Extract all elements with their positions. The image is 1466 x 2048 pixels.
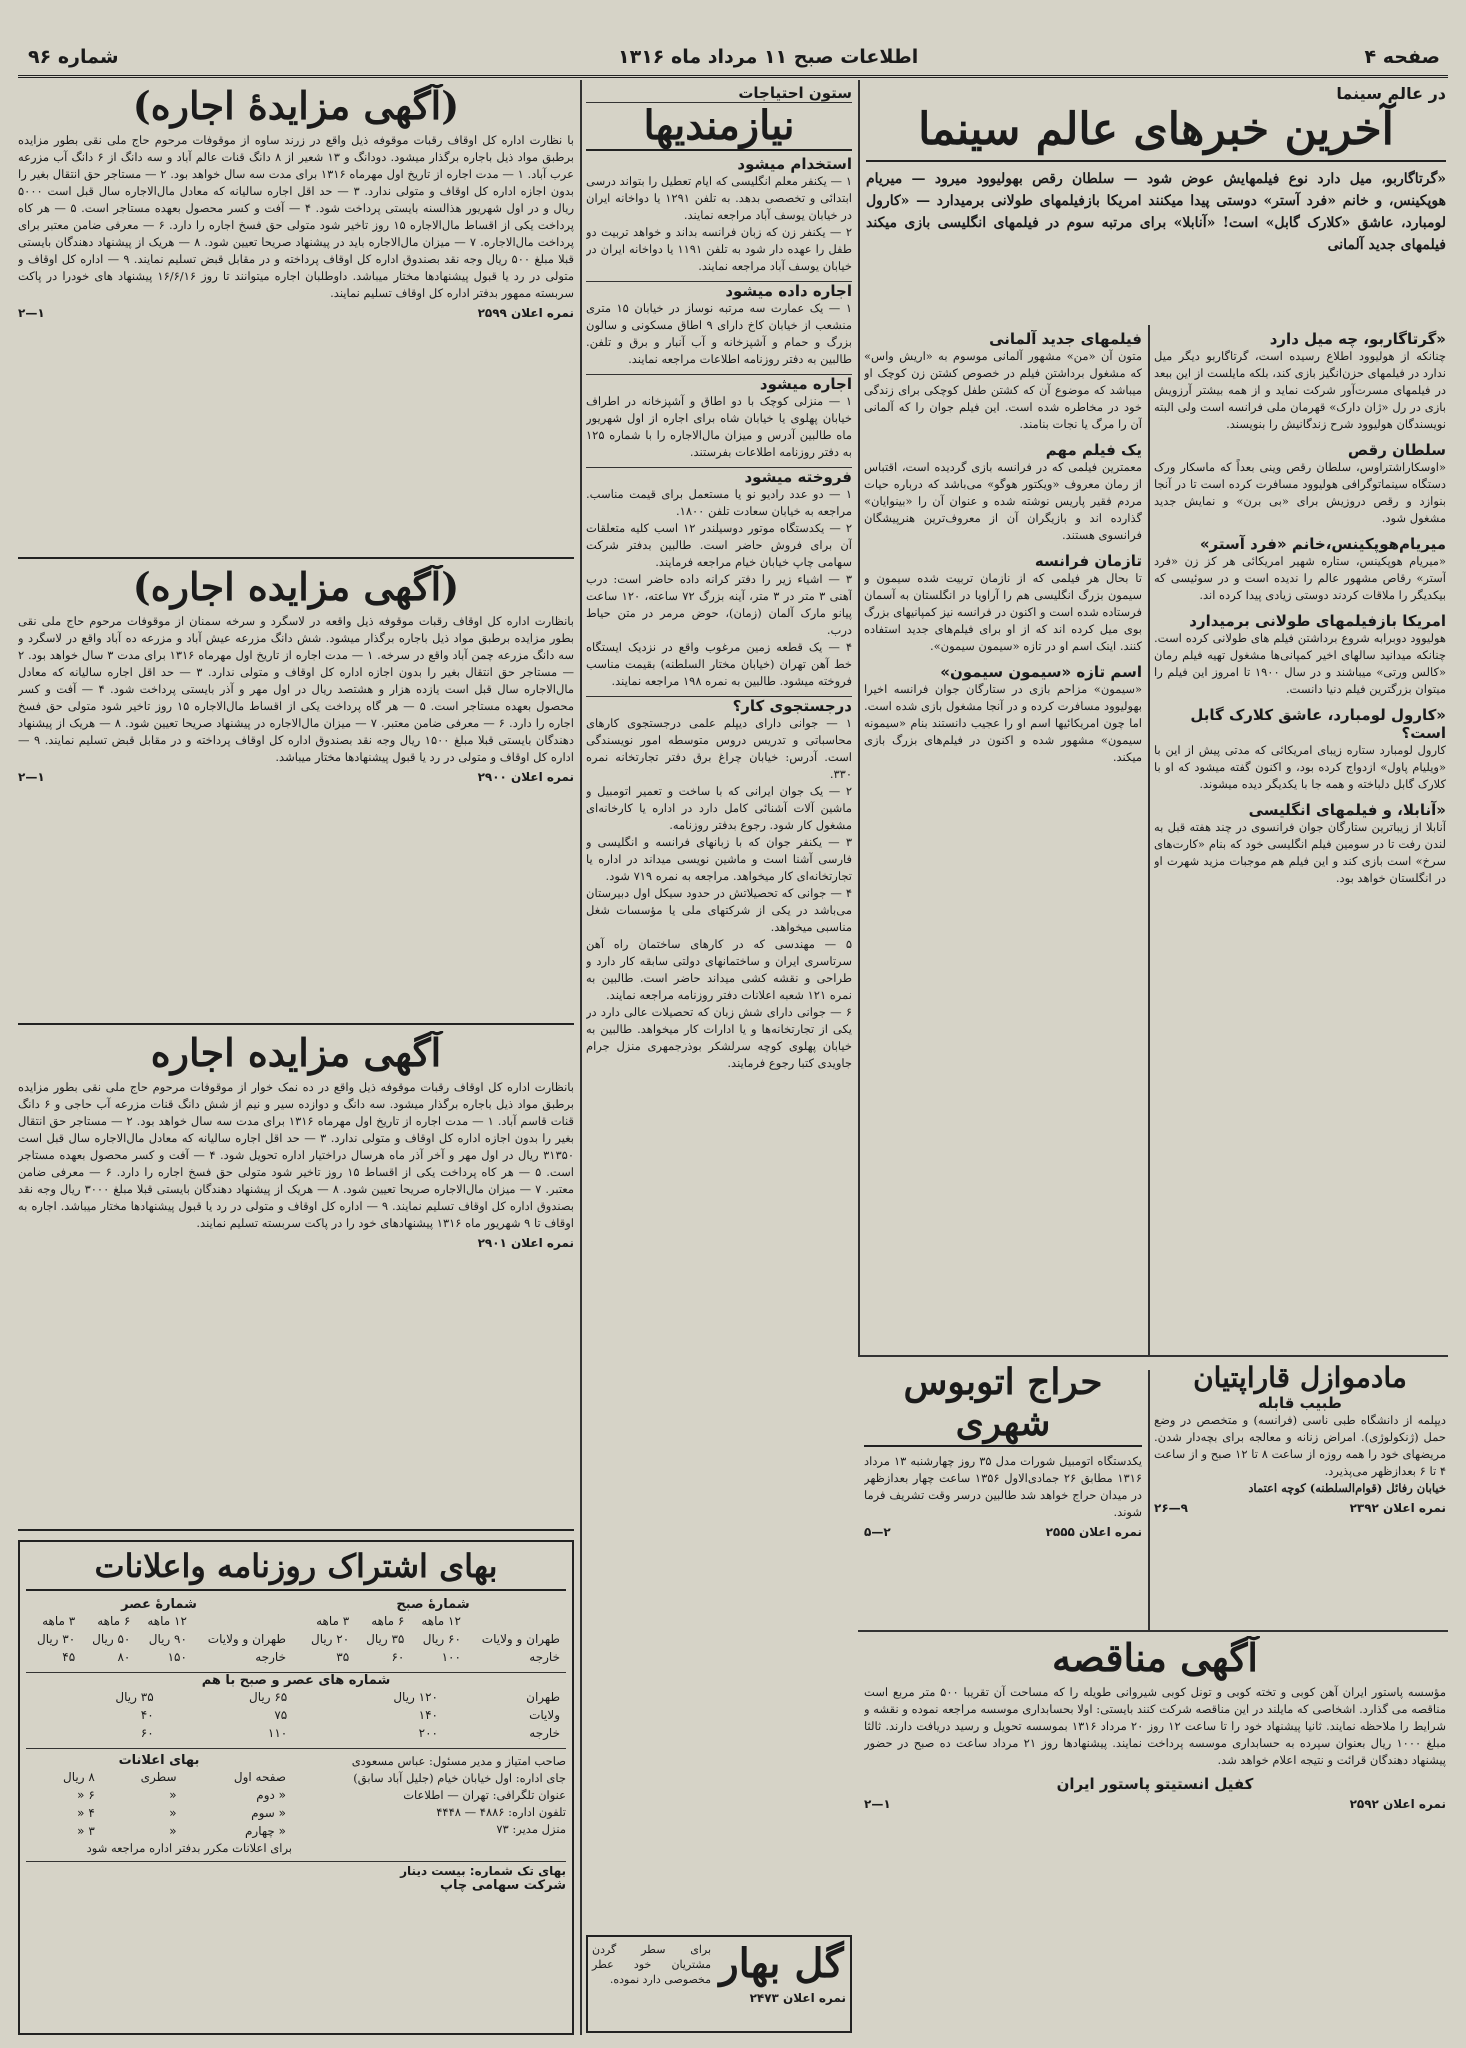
needs-item: ۴ — یک قطعه زمین مرغوب واقع در نزدیک ایستگاه خط آهن تهران (خیابان مختار السلطنه) بقیمت مناسب فروخته میشود. طالبین به نمره ۱۹۸ مراجعه نمایند. [586, 640, 852, 688]
needs-item: ۵ — مهندسی که در کارهای ساختمان راه آهن سرتاسری ایران و ساختمانهای دولتی سابقه کار دارد و طراحی و نقشه کشی میداند حاضر است. طالبین به نمره ۱۲۱ شعبه اعلانات دفتر روزنامه مراجعه نمایند. [586, 937, 852, 1002]
page-number: صفحه ۴ [1364, 46, 1440, 68]
needs-title: نیازمندیها [586, 103, 852, 151]
gol-bahar-title: گل بهار [719, 1940, 844, 1987]
section-body: تا بحال هر فیلمی که از نازمان تربیت شده سیمون و سیمون بزرگ انگلیسی هم را آراویا در انگلستان به آسمان فرستاده شده است و اکنون در فرانسه نیز کمپانیهای بزرگ بوی میل کرده اند که از او برای فیلم‌های جدید استفاده کنند. اینک اسم او در تازه «سیمون سیمون». [864, 571, 1142, 653]
cinema-lede: «گرتاگاربو، میل دارد نوع فیلمهایش عوض شود — سلطان رقص بهولیوود میرود — میریام هوپکینس، و خانم «فرد آستر» دوستی پیدا میکنند امریکا بازفیلمهای طولانی برمیدارد — «کارول لومبارد، عاشق «کلارک گابل» است! «آنابلا» برای مرتبه سوم در فیلمهای انگلیسی بازی میکند فیلمهای جدید آلمانی [866, 170, 1446, 253]
auction-body: بانظارت اداره کل اوقاف رقبات موقوفه ذیل واقع در ده نمک خوار از موقوفات مرحوم حاج ملی نقی بطور مزایده برطبق مواد ذیل باجاره برگذار میشود. سه دانگ و دوازده سیر و نیم از شش دانگ قنات مزرعه آب حاجی و ۶ دانگ قنات قاسم آباد. ۱ — مدت اجاره از تاریخ اول مهرماه ۱۳۱۶ برای مدت سه سال خواهد بود. ۲ — مستاجر حق انتقال بغیر را بدون اجازه اداره کل اوقاف و متولی ندارد. ۳ — حد اقل اجاره سالیانه که معادل مال‌الاجاره سال قبل است ۳۱۳۵۰ ریال در اول مهر و آخر آذر ماه هرسال دراختیار اداره تحویل شود. ۴ — آفت و کسر محصول بعهده مستاجر است. ۵ — هر کاه پرداخت یکی از اقساط ۱۵ روز تاخیر شود متولی حق فسخ اجاره را دارد. ۶ — معرفی ضامن معتبر. ۷ — میزان مال‌الاجاره صریحا تعیین شود. ۸ — هریک از پیشنهاد دهندگان بایستی قبلا مبلغ ۳۰۰۰ ریال وجه نقد بصندوق اداره کل اوقاف تسلیم نمایند. ۹ — اداره کل اوقاف و متولی در رد یا قبول پیشنهادها مختار میباشد. اجاره به اوقاف تا ۹ شهریور ماه ۱۳۱۶ پیشنهادهای خود را در پاکت سربسته تسلیم نمایند. [18, 1079, 574, 1230]
subscription-title: بهای اشتراک روزنامه واعلانات [26, 1548, 566, 1591]
needs-section-head: فروخته میشود [586, 467, 852, 486]
needs-item: ۲ — یکدستگاه موتور دوسیلندر ۱۲ اسب کلیه متعلقات آن برای فروش حاضر است. طالبین بدفتر شرکت سهامی چاپ خیابان خیام مراجعه فرمایند. [586, 521, 852, 569]
cinema-title: آخرین خبرهای عالم سینما [866, 105, 1446, 162]
gol-bahar-ad [586, 1935, 852, 2033]
doctor-subtitle: طبیب قابله [1258, 1394, 1342, 1413]
page-header [18, 40, 1448, 78]
needs-item: ۱ — دو عدد رادیو نو یا مستعمل برای قیمت مناسب. مراجعه به خیابان سعادت تلفن ۱۸۰۰. [586, 487, 852, 518]
cinema-header [866, 84, 1446, 324]
section-body: «اوسکاراشتراوس، سلطان رقص وینی بعداً که ماسکار ورک دستگاه سینماتوگرافی هولیوود مسافرت کرده است تا در آنجا بنوازد و رقص دروزیش برای «بی برن» و نمایش جدید مشغول شود. [1154, 460, 1446, 525]
auction-body: بانظارت اداره کل اوقاف رقبات موقوفه ذیل واقعه در لاسگرد و سرخه سمنان از موقوفات مرحوم حاج ملی نقی بطور مزایده برطبق مواد ذیل باجاره برگذار میشود. شش دانگ مزرعه عیش آباد و مزرعه ده آباد واقع در لاسگرد و سه دانگ مزرعه چمن آباد واقع در سرخه. ۱ — مدت اجاره از تاریخ اول مهرماه ۱۳۱۶ برای مدت ۳ سال خواهد بود. ۲ — مستاجر حق انتقال بغیر را بدون اجازه اداره کل اوقاف و متولی ندارد. ۳ — حد اقل اجاره سالیانه که معادل مال‌الاجاره سال قبل است یازده هزار و هشتصد ریال در اول مهر و آذر بایستی پرداخت شود. ۴ — آفت و کسر محصول بعهده مستاجر است. ۵ — هر گاه پرداخت یکی از اقساط مال‌الاجاره ۱۵ روز تاخیر شود متولی حق فسخ اجاره را دارد. ۶ — معرفی ضامن معتبر. ۷ — میزان مال‌الاجاره در پیشنهاد صریحا تعیین شود. ۸ — هریک از پیشنهاد دهندگان بایستی قبلا مبلغ ۱۵۰۰ ریال وجه نقد بصندوق اداره کل اوقاف پرداخته و در مقابل قبض تسلیم نمایند. ۹ — اداره کل اوقاف و متولی در رد یا قبول پیشنهادها مختار میباشد. [18, 613, 574, 764]
needs-column-label: ستون احتیاجات [586, 84, 852, 103]
auction-ad-1 [18, 84, 574, 559]
section-body: آنابلا از زیباترین ستارگان جوان فرانسوی در چند هفته قبل به لندن رفت تا در سومین فیلم انگلیسی خود که بنام «کارت‌های سرخ» است بازی کند و این فیلم هم موجبات مزید شهرت او در انگلستان خواهد بود. [1154, 820, 1446, 885]
evening-label: شمارهٔ عصر [121, 1596, 197, 1612]
section-body: متون آن «من» مشهور آلمانی موسوم به «اریش واس» که مشغول برداشتن فیلم در خصوص کشتن زن کوچک او میباشد که موضوع آن که کشتن طفل کوچکی برای زندگی خود در مخاطره شده است. این فیلم جوان را که آلمانی آن را مرگ یا نجات بنامند. [864, 349, 1142, 431]
section-head: «گرتاگاربو، چه میل دارد [1269, 330, 1446, 348]
both-label: شماره های عصر و صبح با هم [26, 1672, 566, 1688]
doctor-ad: مادموازل قاراپتیان طبیب قابله دیپلمه از دانشگاه طبی ناسی (فرانسه) و متخصص در وضع حمل (ژنکولوژی). امراض زنانه و معالجه برای بچه‌دار شدن. مریضهای خود را همه روزه از ساعت ۸ تا ۱۲ صبح و از ساعت ۴ تا ۶ بعدازظهر می‌پذیرد. خیابان رفائل (قوام‌السلطنه) کوچه اعتماد نمره اعلان ۲۳۹۲ ۹—۲۶ [1154, 1362, 1446, 1516]
publisher-info: صاحب امتیاز و مدیر مسئول: عباس مسعودی جای اداره: اول خیابان خیام (جلیل آباد سابق) عنوان تلگرافی: تهران — اطلاعات تلفون اداره: ۴۸۸۶ — ۴۴۴۸ منزل مدیر: ۷۳ [351, 1753, 566, 1836]
needs-item: ۳ — یکنفر جوان که با زبانهای فرانسه و انگلیسی و فارسی آشنا است و ماشین نویسی میداند در اداره یا تجارتخانه‌ای کار میخواهد. مراجعه به نمره ۷۱۹ شود. [586, 835, 852, 883]
tender-body: مؤسسه پاستور ایران آهن کوبی و تخته کوبی و تونل کوبی شیروانی طویله را که مساحت آن تقریبا ۵۰۰ متر مربع است مناقصه می گذارد. اشخاصی که مایلند در این مناقصه شرکت کنند بایستی: اولا بحسابداری موسسه مراجعه نموده و نقشه و شرایط را ملاحظه نمایند. ثانیا پیشنهاد خود را تا ساعت ۱۲ روز ۲۰ مرداد ۱۳۱۶ بموسسه تحویل و رسید دریافت دارند. ثالثا مبلغ ۱۰۰۰ ریال بعنوان سپرده به حسابداری موسسه پرداخت نمایند. پیشنهادها روز ۲۱ مرداد ساعت ده صبح در حضور پیشنهاد دهندگان قرائت و نتیجه اعلام خواهد شد. [864, 1684, 1446, 1767]
needs-item: ۱ — منزلی کوچک با دو اطاق و آشپزخانه در اطراف خیابان پهلوی یا خیابان شاه برای اجاره از اول شهریور ماه طالبین آدرس و میزان مال‌الاجاره را با شماره ۱۲۵ به دفتر روزنامه اطلاعات بفرستند. [586, 394, 852, 459]
cinema-kicker: در عالم سینما [1336, 84, 1446, 103]
needs-item: ۲ — یک جوان ایرانی که با ساخت و تعمیر اتومبیل و ماشین آلات آشنائی کامل دارد در اداره یا کارخانه‌ای مشغول کار شود. رجوع بدفتر روزنامه. [586, 784, 852, 832]
section-head: یک فیلم مهم [1045, 441, 1142, 459]
section-head: «آنابلا، و فیلمهای انگلیسی [1248, 801, 1446, 819]
section-body: چنانکه از هولیوود اطلاع رسیده است، گرتاگاربو دیگر میل ندارد در فیلمهای حزن‌انگیز بازی کند، بلکه مایلست از این ببعد در فیلمهای مسرت‌آور شرکت نماید و از همه بیشتر آرزویش بازی در رل «ژان دارک» قهرمان ملی فرانسه است ولی البته نویسندگان هولیوود شرح زندگانیش را بنویسند. [1154, 349, 1446, 431]
morning-rates: شمارهٔ صبح ۱۲ ماهه ۶ ماهه ۳ ماهه طهران و ولایات ۶۰ ریال ۳۵ ریال ۲۰ ریال خارجه ۱۰۰ ۶۰ ۳۵ [300, 1597, 566, 1666]
auction-body: با نظارت اداره کل اوقاف رقبات موقوفه ذیل واقع در زرند ساوه از موقوفات مرحوم حاج ملی نقی بطور مزایده برطبق مواد ذیل باجاره برگذار میشود. دودانگ و ۱۳ شعیر از ۸ دانگ قنات عالم آباد و سه دانگ از ۶ دانگ آب مزرعه عرب آباد. ۱ — مدت اجاره از تاریخ اول مهرماه ۱۳۱۶ برای مدت سه سال خواهد بود. ۲ — مستاجر حق انتقال بغیر را بدون اجازه اداره کل اوقاف و متولی ندارد. ۳ — حد اقل اجاره سالیانه که معادل مال‌الاجاره سال قبل است ۵۰۰۰ ریال و در اول شهریور هذالسنه بایستی پرداخت شود. ۴ — آفت و کسر محصول بعهده مستاجر است. ۵ — هر کاه پرداخت یکی از اقساط مال‌الاجاره ۱۵ روز تاخیر شود متولی حق فسخ اجاره را دارد. ۶ — معرفی ضامن معتبر برای پرداخت مال‌الاجاره. ۷ — میزان مال‌الاجاره باید در پیشنهاد صریحا تعیین شود. ۸ — هریک از پیشنهاد دهندگان بایستی قبلا مبلغ ۵۰۰ ریال وجه نقد بصندوق اداره کل اوقاف پرداخته و در مقابل قبض تسلیم نمایند. ۹ — اداره کل اوقاف و متولی در رد یا قبول پیشنهادها مختار میباشد. داوطلبان اجاره میتوانند تا روز ۱۶/۶/۱۶ پیشنهاد های خودرا در پاکت سربسته ممهور بدفتر اداره کل اوقاف تسلیم نمایند. [18, 132, 574, 300]
gol-bahar-number: نمره اعلان ۲۴۷۳ [749, 1991, 846, 2005]
section-head: میریام‌هوپکینس،خانم «فرد آستر» [1199, 535, 1446, 553]
needs-column [586, 84, 852, 1929]
doctor-body: دیپلمه از دانشگاه طبی ناسی (فرانسه) و متخصص در وضع حمل (ژنکولوژی). امراض زنانه و معالجه برای بچه‌دار شدن. مریضهای خود را همه روزه از ساعت ۸ تا ۱۲ صبح و از ساعت ۴ تا ۶ بعدازظهر می‌پذیرد. [1154, 1413, 1446, 1479]
section-head: سلطان رقص [1347, 441, 1446, 459]
morning-label: شمارهٔ صبح [396, 1596, 470, 1612]
needs-item: ۱ — یک عمارت سه مرتبه نوساز در خیابان ۱۵ متری منشعب از خیابان کاخ دارای ۹ اطاق مسکونی و سالون بزرگ و حمام و آشپزخانه و آب آنبار و برق و تلفن. طالبین به دفتر روزنامه اطلاعات مراجعه نمایند. [586, 301, 852, 366]
section-body: معمترین فیلمی که در فرانسه بازی گردیده است، اقتباس از رمان معروف «ویکتور هوگو» می‌باشد که درباره حیات مردم فقیر پاریس نوشته شده و عنوان آن را «بینوایان» گذارده اند و بازیگران آن از معروف‌ترین هنرپیشگان فرانسوی هستند. [864, 460, 1142, 542]
bus-auction-ad: حراج اتوبوس شهری یکدستگاه اتومبیل شورات مدل ۳۵ روز چهارشنبه ۱۳ مرداد ۱۳۱۶ مطابق ۲۶ جمادی‌الاول ۱۳۵۶ ساعت چهار بعدازظهر در میدان حراج خواهد شد طالبین درسر وقت تشریف فرما شوند. نمره اعلان ۲۵۵۵ ۲—۵ [864, 1362, 1142, 1539]
both-rates: طهران ۱۲۰ ریال ۶۵ ریال ۳۵ ریال ولایات ۱۴۰ ۷۵ ۴۰ خارجه ۲۰۰ ۱۱۰ ۶۰ [115, 1689, 560, 1740]
needs-item: ۲ — یکنفر زن که زبان فرانسه بداند و خواهد تربیت دو طفل را عهده دار شود به تلفن ۱۱۹۱ یا دواخانه ایران در خیابان یوسف آباد مراجعه نمایند. [586, 225, 852, 273]
auction-ad-3 [18, 1031, 574, 1531]
tender-signature: کفیل انستیتو پاستور ایران [1056, 1774, 1254, 1793]
doctor-address: خیابان رفائل (قوام‌السلطنه) کوچه اعتماد [1248, 1481, 1446, 1496]
needs-item: ۴ — جوانی که تحصیلاتش در حدود سیکل اول دبیرستان می‌باشد در یکی از شرکتهای ملی یا مؤسسات شغل مناسبی میخواهد. [586, 886, 852, 934]
gol-bahar-body: برای سطر گردن مشتریان خود عطر مخصوصی دارد نموده. [592, 1942, 712, 1986]
auction-number: نمره اعلان ۲۹۰۱ [477, 1235, 574, 1250]
section-head: فیلمهای جدید آلمانی [989, 330, 1142, 348]
bus-auction-body: یکدستگاه اتومبیل شورات مدل ۳۵ روز چهارشنبه ۱۳ مرداد ۱۳۱۶ مطابق ۲۶ جمادی‌الاول ۱۳۵۶ ساعت چهار بعدازظهر در میدان حراج خواهد شد طالبین درسر وقت تشریف فرما شوند. [864, 1453, 1142, 1519]
tender-ad: آگهی مناقصه مؤسسه پاستور ایران آهن کوبی و تخته کوبی و تونل کوبی شیروانی طویله را که مساحت آن تقریبا ۵۰۰ متر مربع است مناقصه می گذارد. اشخاصی که مایلند در این مناقصه شرکت کنند بایستی: اولا بحسابداری موسسه مراجعه نموده و نقشه و شرایط را ملاحظه نمایند. ثانیا پیشنهاد خود را تا ساعت ۱۲ روز ۲۰ مرداد ۱۳۱۶ بموسسه تحویل و رسید دریافت دارند. ثالثا مبلغ ۱۰۰۰ ریال بعنوان سپرده به حسابداری موسسه پرداخت نمایند. پیشنهادها روز ۲۱ مرداد ساعت ده صبح در حضور پیشنهاد دهندگان قرائت و نتیجه اعلام خواهد شد. کفیل انستیتو پاستور ایران نمره اعلان ۲۵۹۲ ۱—۲ [864, 1636, 1446, 1811]
auction-number: نمره اعلان ۲۵۹۹ [477, 305, 574, 320]
section-head: امریکا بازفیلمهای طولانی برمیدارد [1189, 612, 1446, 630]
section-body: کارول لومبارد ستاره زیبای امریکائی که مدتی پیش از این با «ویلیام پاول» ازدواج کرده بود، و اکنون گفته میشود که او با کلارک گابل دلباخته و همه جا با یکدیگر دیده میشوند. [1154, 743, 1446, 791]
auction-seq: ۱—۲ [18, 769, 45, 784]
cinema-col-right [1154, 330, 1446, 1350]
section-body: هولیوود دوبرابه شروع برداشتن فیلم های طولانی کرده است. چنانکه میدانید سالهای اخیر کمپانی‌ها مشغول تهیه فیلم رمان «کالس ورتی» میباشند و در سال ۱۹۰۰ تا امروز این فیلم را میتوان بزرگترین فیلم دنیا دانست. [1154, 631, 1446, 696]
auction-number: نمره اعلان ۲۹۰۰ [477, 769, 574, 784]
needs-item: ۳ — اشیاء زیر را دفتر کرانه داده حاضر است: درب آهنی ۳ متر در ۳ متر، آینه بزرگ ۷۲ ساعته، ۱۲۰ ساعت پیانو مارک آلمان (زمان)، حوض مرمر در متن حیاط درب. [586, 572, 852, 637]
needs-section-head: درجستجوی کار؟ [586, 696, 852, 715]
doctor-title: مادموازل قاراپتیان [1193, 1362, 1407, 1394]
auction-seq: ۱—۲ [18, 305, 45, 320]
section-head: اسم تازه «سیمون سیمون» [940, 663, 1142, 681]
section-body: «سیمون» مزاحم بازی در ستارگان جوان فرانسه اخیرا بهولیوود مسافرت کرده و در آنجا مشغول بازی شده است. اما چون امریکائیها اسم او را عجیب دانستند بنام «سیمونه سیمون» مشهور شده و اکنون در فیلم‌های بزرگ بازی میکند. [864, 682, 1142, 764]
needs-section-head: استخدام میشود [737, 155, 852, 173]
needs-item: ۱ — جوانی دارای دیپلم علمی درجستجوی کارهای محاسباتی و تدریس دروس متوسطه امور نویسندگی است. آدرس: خیابان چراغ برق دفتر تجارتخانه نمره ۳۳۰. [586, 716, 852, 781]
needs-section-head: اجاره میشود [586, 374, 852, 393]
auction-title: آگهی مزایده اجاره [150, 1031, 442, 1075]
needs-item: ۶ — جوانی دارای شش زبان که تحصیلات عالی دارد در یکی از تجارتخانه‌ها و یا ادارات کار میخواهد. طالبین به خیابان پهلوی کوچه سرلشکر بوذرجمهری منزل جرام جاویدی کتبا رجوع فرمایند. [586, 1005, 852, 1070]
auction-ad-2 [18, 565, 574, 1025]
date-line: اطلاعات صبح ۱۱ مرداد ماه ۱۳۱۶ [618, 46, 919, 68]
section-head: تازمان فرانسه [1034, 552, 1142, 570]
issue-number: شماره ۹۶ [28, 46, 119, 68]
auction-title: (آگهی مزایده اجاره) [132, 565, 460, 609]
tender-title: آگهی مناقصه [1052, 1636, 1258, 1680]
cinema-col-left [864, 330, 1142, 1350]
needs-item: ۱ — یکنفر معلم انگلیسی که ایام تعطیل را بتواند درسی ابتدائی و تخصصی بدهد. به تلفن ۱۲۹۱ یا دواخانه ایران در خیابان یوسف آباد مراجعه نمایند. [586, 174, 852, 222]
bus-auction-title: حراج اتوبوس شهری [864, 1362, 1142, 1447]
section-head: «کارول لومبارد، عاشق کلارک گابل است؟ [1190, 706, 1446, 742]
needs-section-head: اجاره داده میشود [586, 281, 852, 300]
subscription-box [18, 1540, 574, 2035]
printer: شرکت سهامی چاپ [439, 1877, 566, 1893]
auction-title: (آگهی مزایدهٔ اجاره) [132, 84, 460, 128]
section-body: «میریام هوپکینس، ستاره شهیر امریکائی هر کز زن «فرد آستر» رقاص مشهور عالم را ندیده است و در سوئیسی که بیکدیگر را ملاقات کردند دوستی زیادی پیدا کرده اند. [1154, 554, 1446, 602]
evening-rates: شمارهٔ عصر ۱۲ ماهه ۶ ماهه ۳ ماهه طهران و ولایات ۹۰ ریال ۵۰ ریال ۳۰ ریال خارجه ۱۵۰ ۸۰ ۴۵ [26, 1597, 292, 1666]
single-price: بهای تک شماره: بیست دینار [400, 1863, 566, 1878]
ad-rates: بهای اعلانات صفحه اول سطری ۸ ریال « دوم « ۶ « « سوم « ۴ « « چهارم « ۳ « برای اعلانات مکرر بدفتر اداره مراجعه شود [62, 1752, 292, 1855]
